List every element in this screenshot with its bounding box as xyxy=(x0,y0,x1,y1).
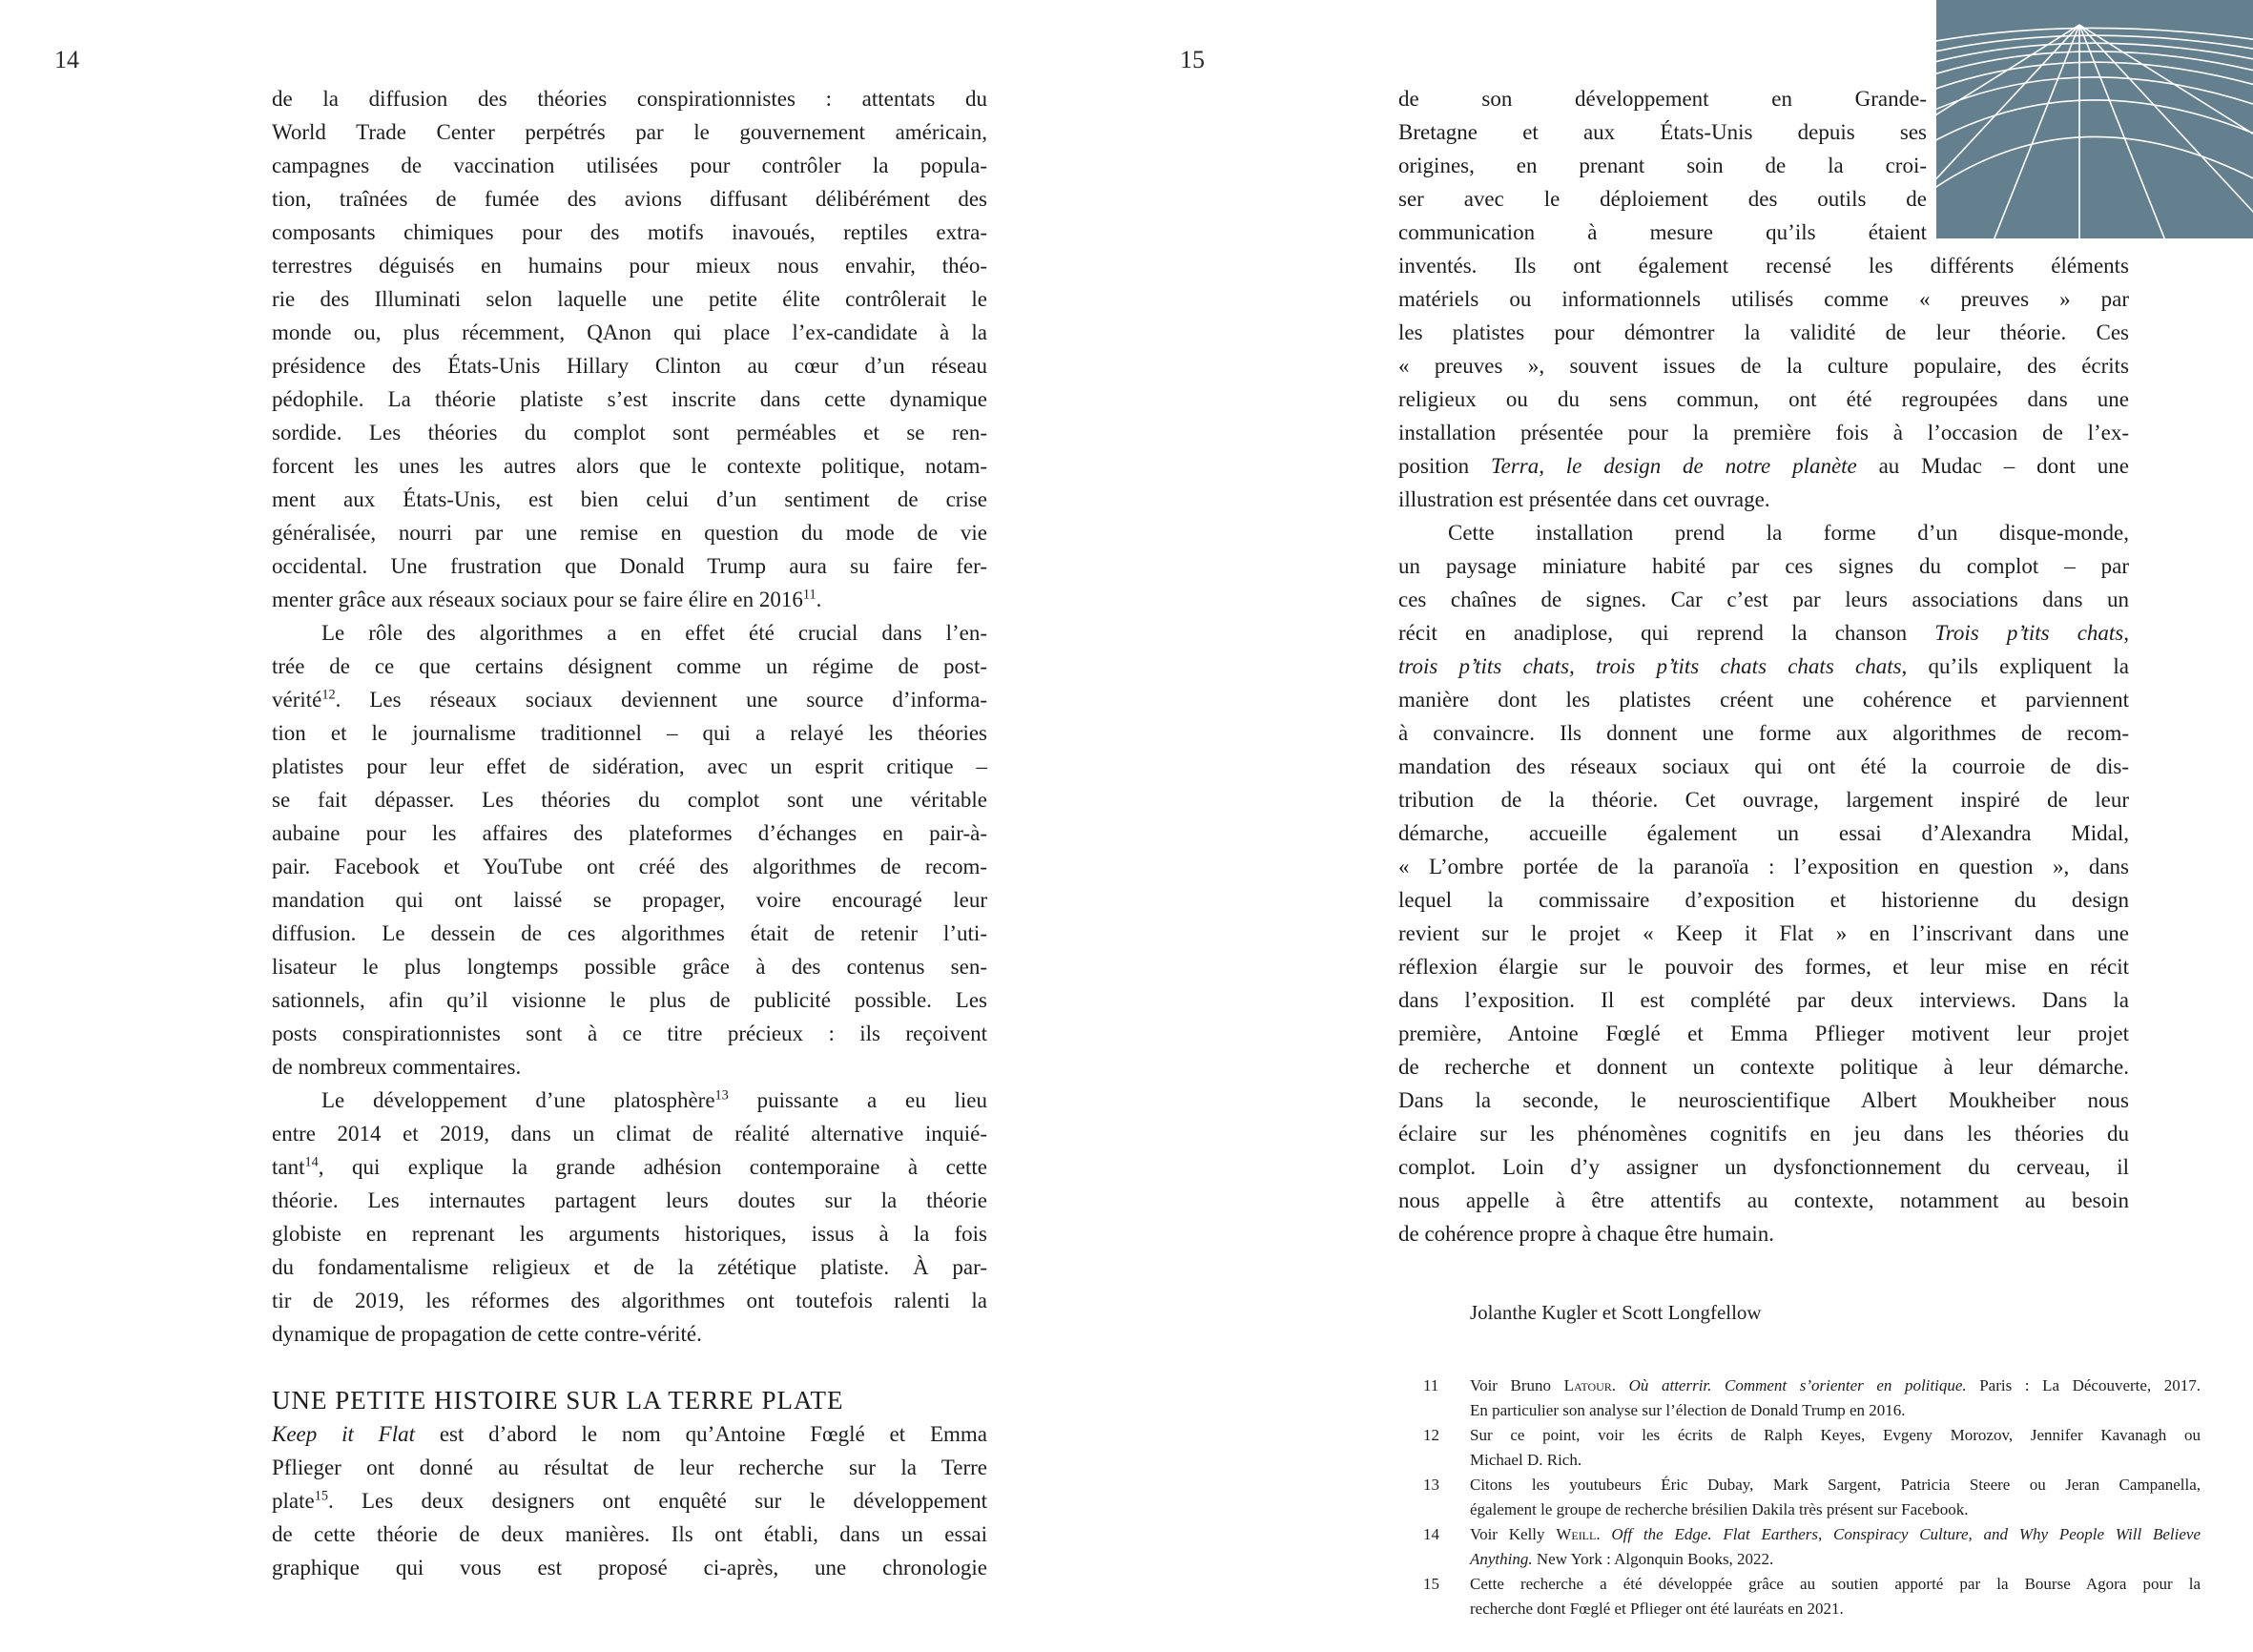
globe-grid-figure xyxy=(1936,0,2253,238)
text-line: pair. Facebook et YouTube ont créé des algorithmes de recom- xyxy=(272,855,987,878)
footnote-line: également le groupe de recherche brésilien Dakila très présent sur Facebook. xyxy=(1470,1500,1969,1518)
footnote-text xyxy=(1470,1373,2201,1423)
footnote-number: 15 xyxy=(1423,1575,1439,1593)
text-line: ces chaînes de signes. Car c’est par leurs associations dans un xyxy=(1398,588,2129,611)
text-line: lisateur le plus longtemps possible grâce à des contenus sen- xyxy=(272,955,987,979)
text-line: « preuves », souvent issues de la culture populaire, des écrits xyxy=(1398,354,2129,378)
footnote-line: Anything. New York : Algonquin Books, 2022. xyxy=(1470,1550,1774,1568)
footnote xyxy=(1423,1522,2201,1572)
footnote-line: Cette recherche a été développée grâce au soutien apporté par la Bourse Agora pour la xyxy=(1470,1575,2201,1593)
text-line: « L’ombre portée de la paranoïa : l’exposition en question », dans xyxy=(1398,855,2129,878)
footnote-text xyxy=(1470,1522,2201,1572)
footnote-text xyxy=(1470,1423,2201,1473)
text-line: occidental. Une frustration que Donald Trump aura su faire fer- xyxy=(272,554,987,578)
text-line: théorie. Les internautes partagent leurs doutes sur la théorie xyxy=(272,1188,987,1212)
text-line: présidence des États-Unis Hillary Clinton au cœur d’un réseau xyxy=(272,354,987,378)
text-line: dans l’exposition. Il est complété par deux interviews. Dans la xyxy=(1398,988,2129,1012)
footnote-line: Michael D. Rich. xyxy=(1470,1451,1582,1469)
text-line: ser avec le déploiement des outils de xyxy=(1398,187,1927,211)
text-line: monde ou, plus récemment, QAnon qui place l’ex-candidate à la xyxy=(272,320,987,344)
footnote-line: Voir Bruno Latour. Où atterrir. Comment s’orienter en politique. Paris : La Découverte, 2017. xyxy=(1470,1376,2201,1394)
text-line: illustration est présentée dans cet ouvrage. xyxy=(1398,487,1770,511)
text-line: lequel la commissaire d’exposition et historienne du design xyxy=(1398,888,2129,912)
text-line: généralisée, nourri par une remise en question du mode de vie xyxy=(272,521,987,545)
text-line: terrestres déguisés en humains pour mieux nous envahir, théo- xyxy=(272,254,987,278)
globe-grid-icon xyxy=(1936,0,2253,238)
footnote xyxy=(1423,1572,2201,1621)
text-line: position Terra, le design de notre planète au Mudac – dont une xyxy=(1398,454,2129,478)
footnote-line: Voir Kelly Weill. Off the Edge. Flat Earthers, Conspiracy Culture, and Why People Will Believe xyxy=(1470,1525,2201,1543)
author-byline: Jolanthe Kugler et Scott Longfellow xyxy=(1470,1301,1762,1324)
text-line: entre 2014 et 2019, dans un climat de réalité alternative inquié- xyxy=(272,1122,987,1146)
text-line: origines, en prenant soin de la croi- xyxy=(1398,154,1927,177)
text-line: posts conspirationnistes sont à ce titre précieux : ils reçoivent xyxy=(272,1022,987,1045)
text-line: de cette théorie de deux manières. Ils ont établi, dans un essai xyxy=(272,1522,987,1546)
text-line: Keep it Flat est d’abord le nom qu’Antoine Fœglé et Emma xyxy=(272,1422,987,1446)
text-line: tion, traînées de fumée des avions diffusant délibérément des xyxy=(272,187,987,211)
text-line: Pflieger ont donné au résultat de leur recherche sur la Terre xyxy=(272,1456,987,1479)
text-line: de recherche et donnent un contexte politique à leur démarche. xyxy=(1398,1055,2129,1079)
text-line: récit en anadiplose, qui reprend la chanson Trois p’tits chats, xyxy=(1398,621,2129,645)
text-line: les platistes pour démontrer la validité de leur théorie. Ces xyxy=(1398,320,2129,344)
text-line: installation présentée pour la première fois à l’occasion de l’ex- xyxy=(1398,421,2129,444)
text-line: inventés. Ils ont également recensé les différents éléments xyxy=(1398,254,2129,278)
text-line: manière dont les platistes créent une cohérence et parviennent xyxy=(1398,688,2129,712)
text-line: première, Antoine Fœglé et Emma Pflieger motivent leur projet xyxy=(1398,1022,2129,1045)
text-line: tribution de la théorie. Cet ouvrage, largement inspiré de leur xyxy=(1398,788,2129,812)
footnotes-block xyxy=(1423,1373,2201,1621)
footnote xyxy=(1423,1423,2201,1473)
text-line: vérité$^{12}$. Les réseaux sociaux deviennent une source d’informa- xyxy=(272,687,987,712)
text-line: graphique qui vous est proposé ci-après, une chronologie xyxy=(272,1556,987,1580)
text-line: de nombreux commentaires. xyxy=(272,1055,522,1079)
section-heading: UNE PETITE HISTOIRE SUR LA TERRE PLATE xyxy=(272,1386,844,1415)
text-line: trois p’tits chats, trois p’tits chats chats chats, qu’ils expliquent la xyxy=(1398,654,2129,678)
footnote xyxy=(1423,1473,2201,1522)
text-line: religieux ou du sens commun, ont été regroupées dans une xyxy=(1398,387,2129,411)
text-line: communication à mesure qu’ils étaient xyxy=(1398,220,1927,244)
text-line: globiste en reprenant les arguments historiques, issus à la fois xyxy=(272,1222,987,1246)
text-line: sationnels, afin qu’il visionne le plus de publicité possible. Les xyxy=(272,988,987,1012)
footnote-number: 11 xyxy=(1423,1376,1439,1394)
text-line: dynamique de propagation de cette contre-vérité. xyxy=(272,1322,702,1346)
text-line: diffusion. Le dessein de ces algorithmes était de retenir l’uti- xyxy=(272,921,987,945)
page-number-left: 14 xyxy=(54,46,79,73)
text-line: Cette installation prend la forme d’un disque-monde, xyxy=(1448,521,2129,545)
text-line: Bretagne et aux États-Unis depuis ses xyxy=(1398,120,1927,144)
text-line: Le développement d’une platosphère$^{13}$ puissante a eu lieu xyxy=(321,1087,987,1112)
text-line: du fondamentalisme religieux et de la zététique platiste. À par- xyxy=(272,1255,987,1279)
text-line: trée de ce que certains désignent comme un régime de post- xyxy=(272,654,987,678)
text-line: démarche, accueille également un essai d’Alexandra Midal, xyxy=(1398,821,2129,845)
text-line: aubaine pour les affaires des plateformes d’échanges en pair-à- xyxy=(272,821,987,845)
footnote-line: Sur ce point, voir les écrits de Ralph Keyes, Evgeny Morozov, Jennifer Kavanagh ou xyxy=(1470,1426,2201,1444)
text-line: un paysage miniature habité par ces signes du complot – par xyxy=(1398,554,2129,578)
text-line: mandation qui ont laissé se propager, voire encouragé leur xyxy=(272,888,987,912)
text-line: menter grâce aux réseaux sociaux pour se faire élire en 2016$^{11}$. xyxy=(272,587,822,611)
text-line: se fait dépasser. Les théories du complot sont une véritable xyxy=(272,788,987,812)
text-line: de cohérence propre à chaque être humain. xyxy=(1398,1222,1774,1246)
footnote xyxy=(1423,1373,2201,1423)
text-line: Le rôle des algorithmes a en effet été crucial dans l’en- xyxy=(321,621,987,645)
text-line: Dans la seconde, le neuroscientifique Albert Moukheiber nous xyxy=(1398,1088,2129,1112)
text-line: nous appelle à être attentifs au contexte, notamment au besoin xyxy=(1398,1188,2129,1212)
text-line: forcent les unes les autres alors que le contexte politique, notam- xyxy=(272,454,987,478)
text-line: composants chimiques pour des motifs inavoués, reptiles extra- xyxy=(272,220,987,244)
text-line: pédophile. La théorie platiste s’est inscrite dans cette dynamique xyxy=(272,387,987,411)
paragraph-gap xyxy=(272,1351,987,1384)
text-line: éclaire sur les phénomènes cognitifs en jeu dans les théories du xyxy=(1398,1122,2129,1146)
right-page-text-column xyxy=(1398,82,2129,1250)
footnote-number: 12 xyxy=(1423,1426,1439,1444)
footnote-line: recherche dont Fœglé et Pflieger ont été lauréats en 2021. xyxy=(1470,1600,1844,1618)
left-page-text-column xyxy=(272,82,987,1584)
text-line: campagnes de vaccination utilisées pour contrôler la popula- xyxy=(272,154,987,177)
text-line: tir de 2019, les réformes des algorithmes ont toutefois ralenti la xyxy=(272,1289,987,1312)
text-line: réflexion élargie sur le pouvoir des formes, et leur mise en récit xyxy=(1398,955,2129,979)
text-line: platistes pour leur effet de sidération, avec un esprit critique – xyxy=(272,754,987,778)
text-line: rie des Illuminati selon laquelle une petite élite contrôlerait le xyxy=(272,287,987,311)
text-line: à convaincre. Ils donnent une forme aux algorithmes de recom- xyxy=(1398,721,2129,745)
footnote-text xyxy=(1470,1473,2201,1522)
text-line: ment aux États-Unis, est bien celui d’un sentiment de crise xyxy=(272,487,987,511)
text-line: World Trade Center perpétrés par le gouvernement américain, xyxy=(272,120,987,144)
text-line: sordide. Les théories du complot sont perméables et se ren- xyxy=(272,421,987,444)
footnote-line: Citons les youtubeurs Éric Dubay, Mark Sargent, Patricia Steere ou Jeran Campanella, xyxy=(1470,1476,2201,1494)
text-line: de son développement en Grande- xyxy=(1398,87,1927,111)
text-line: tant$^{14}$, qui explique la grande adhésion contemporaine à cette xyxy=(272,1154,987,1179)
page-number-right: 15 xyxy=(1180,46,1205,73)
text-line: de la diffusion des théories conspirationnistes : attentats du xyxy=(272,87,987,111)
text-line: revient sur le projet « Keep it Flat » en l’inscrivant dans une xyxy=(1398,921,2129,945)
text-line: mandation des réseaux sociaux qui ont été la courroie de dis- xyxy=(1398,754,2129,778)
footnote-number: 13 xyxy=(1423,1476,1439,1494)
text-line: tion et le journalisme traditionnel – qui a relayé les théories xyxy=(272,721,987,745)
text-line: matériels ou informationnels utilisés comme « preuves » par xyxy=(1398,287,2129,311)
footnote-line: En particulier son analyse sur l’élection de Donald Trump en 2016. xyxy=(1470,1401,1906,1419)
text-line: complot. Loin d’y assigner un dysfonctionnement du cerveau, il xyxy=(1398,1155,2129,1179)
footnote-text xyxy=(1470,1572,2201,1621)
text-line: plate$^{15}$. Les deux designers ont enquêté sur le développement xyxy=(272,1488,987,1513)
footnote-number: 14 xyxy=(1423,1525,1439,1543)
